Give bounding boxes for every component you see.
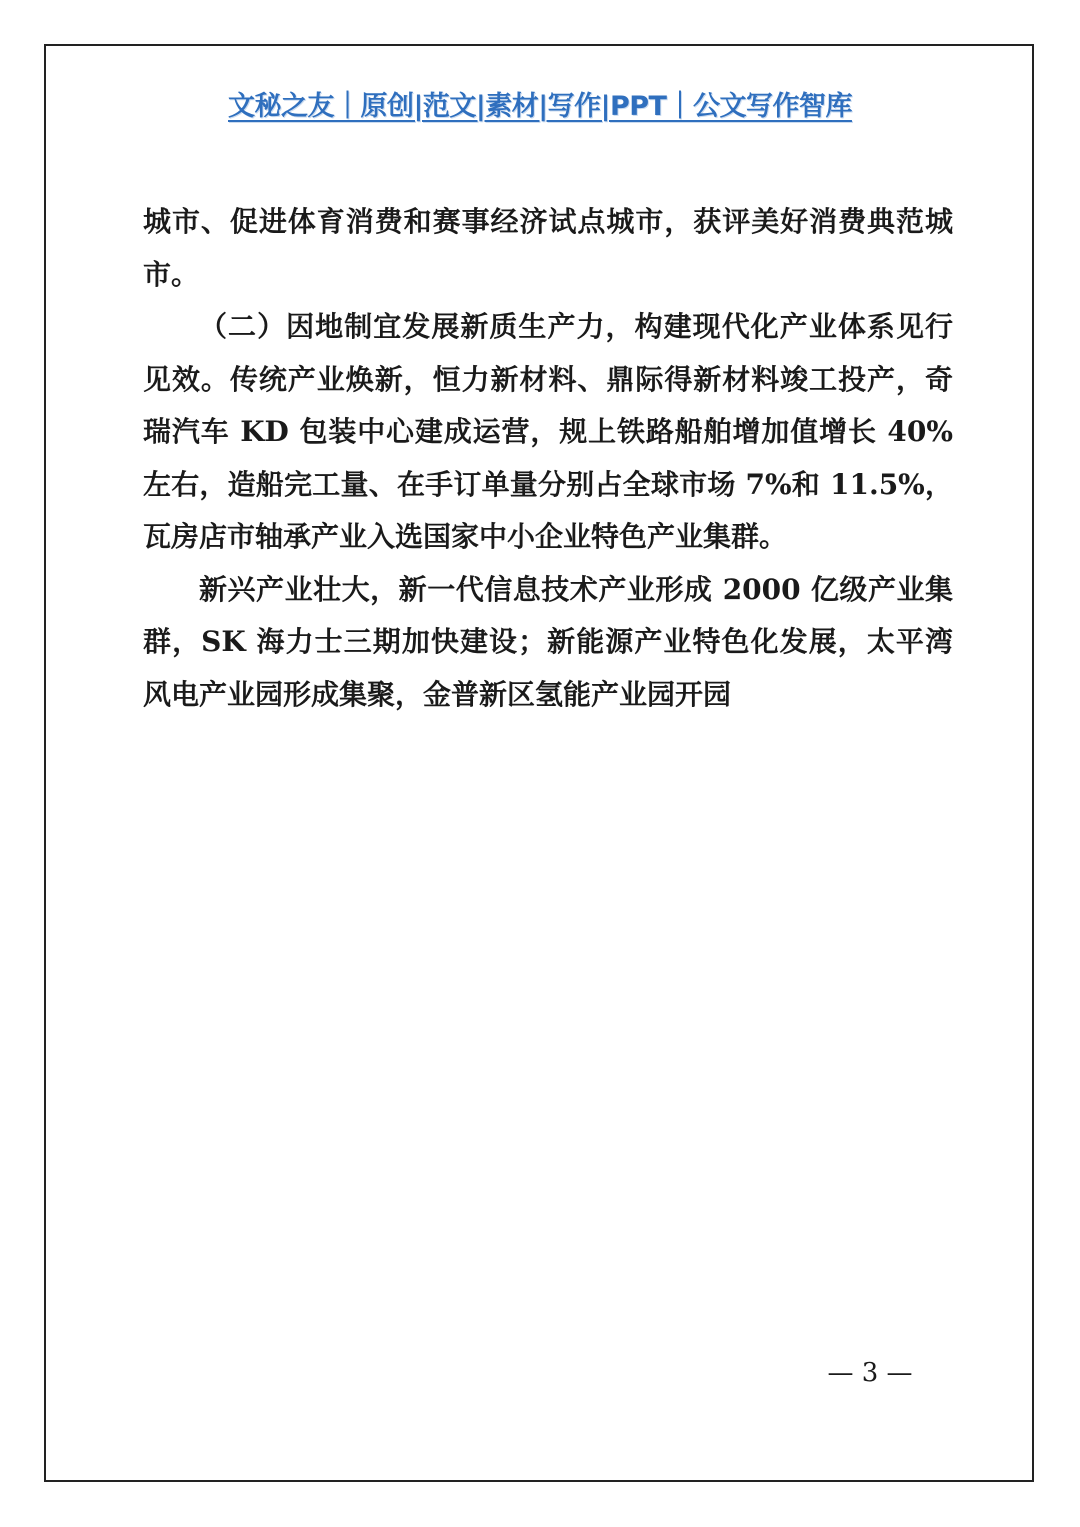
paragraph-emerging-industries: 新兴产业壮大，新一代信息技术产业形成 2000 亿级产业集群，SK 海力士三期加快建设；新能源产业特色化发展，太平湾风电产业园形成集聚，金普新区氢能产业园开园 <box>143 572 953 711</box>
document-body <box>143 196 953 721</box>
page-number: — 3 — <box>827 1358 913 1388</box>
paragraph-industry-system: （二）因地制宜发展新质生产力，构建现代化产业体系见行见效。传统产业焕新，恒力新材料、鼎际得新材料竣工投产，奇瑞汽车 KD 包装中心建成运营，规上铁路船舶增加值增长 40%左右，造船完工量、在手订单量分别占全球市场 7%和 11.5%，瓦房店市轴承产业入选国家中小企业特色产业集群。 <box>143 310 953 553</box>
header-banner: 文秘之友｜原创|范文|素材|写作|PPT｜公文写作智库 <box>228 91 852 122</box>
paragraph-continuation: 城市、促进体育消费和赛事经济试点城市，获评美好消费典范城市。 <box>143 205 953 291</box>
